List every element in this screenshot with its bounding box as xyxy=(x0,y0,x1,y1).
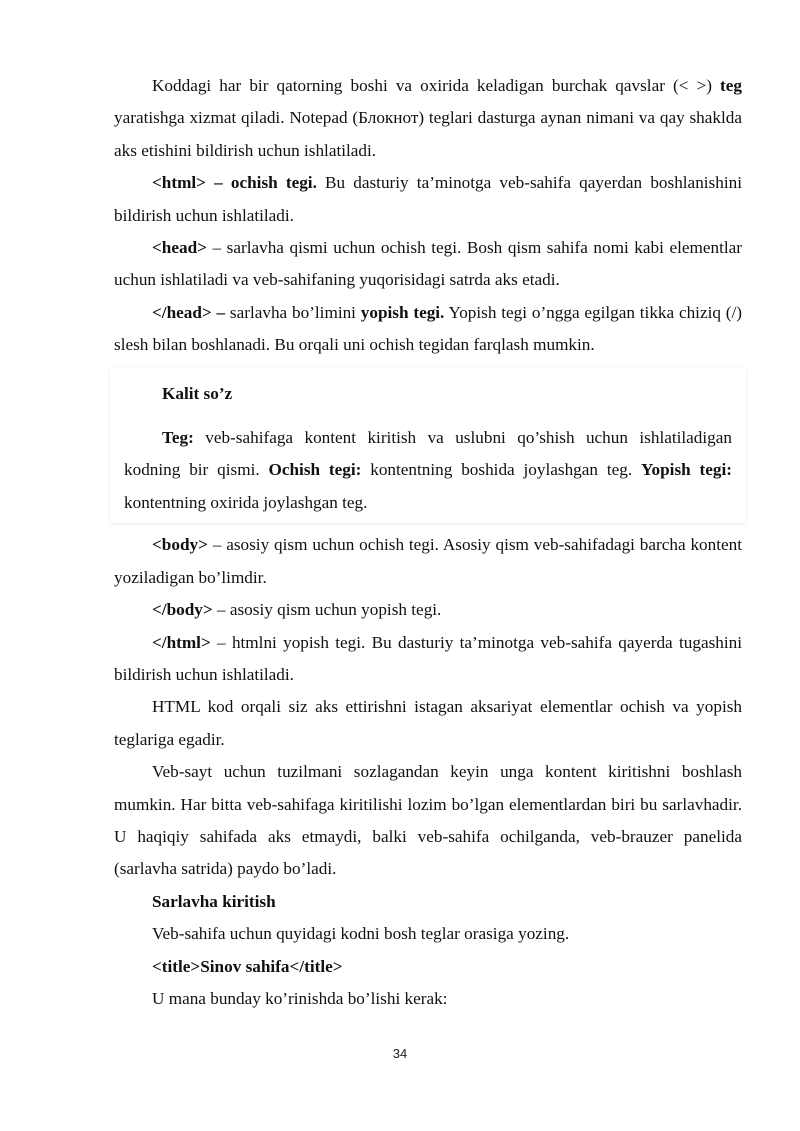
bold-term: teg xyxy=(720,76,742,95)
text: – asosiy qism uchun ochish tegi. Asosiy qism veb-sahifadagi barcha kontent yoziladigan bo’limdir. xyxy=(114,535,742,587)
paragraph-html-close xyxy=(114,627,742,692)
paragraph-head-open xyxy=(114,232,742,297)
text: – htmlni yopish tegi. Bu dasturiy ta’minotga veb-sahifa qayerda tugashini bildirish uchun ishlatiladi. xyxy=(114,632,742,684)
bold-term: <body> xyxy=(152,535,208,555)
text: yaratishga xizmat qiladi. Notepad (Блокнот) teglari dasturga aynan nimani va qay shaklda aks etishini bildirish uchun ishlatiladi. xyxy=(114,108,742,160)
code-example: <title>Sinov sahifa</title> xyxy=(152,956,343,976)
bold-term: </html> xyxy=(152,632,211,652)
paragraph-teg-intro xyxy=(114,70,742,167)
bold-term: yopish tegi. xyxy=(360,302,445,322)
keyword-box-title: Kalit so’z xyxy=(162,383,233,403)
bold-term: Ochish tegi: xyxy=(268,460,362,480)
text: kontentning boshida joylashgan teg. xyxy=(361,460,642,480)
paragraph-html-elements: HTML kod orqali siz aks ettirishni istagan aksariyat elementlar ochish va yopish teglariga egadir. xyxy=(114,697,742,749)
paragraph-result: U mana bunday ko’rinishda bo’lishi kerak: xyxy=(152,988,448,1008)
text: – asosiy qism uchun yopish tegi. xyxy=(212,600,442,620)
bold-term: Yopish tegi: xyxy=(641,460,732,480)
bold-term: <html> – ochish tegi. xyxy=(152,173,317,193)
paragraph-instruction: Veb-sahifa uchun quyidagi kodni bosh teglar orasiga yozing. xyxy=(152,924,570,944)
bold-term: Teg: xyxy=(162,428,194,448)
keyword-box-text xyxy=(124,422,732,519)
paragraph-head-close xyxy=(114,297,742,362)
text: – sarlavha qismi uchun ochish tegi. Bosh qism sahifa nomi kabi elementlar uchun ishlatiladi va veb-sahifaning yuqorisidagi satrda aks etadi. xyxy=(114,238,742,290)
text: Yopish tegi o’ngga egilgan tikka chiziq (/) slesh bilan boshlanadi. Bu orqali uni ochish tegidan farqlash mumkin. xyxy=(114,302,742,355)
text: veb-sahifaga kontent kiritish va uslubni qo’shish uchun ishlatiladigan kodning bir qismi. xyxy=(124,428,732,480)
text: sarlavha bo’limini xyxy=(225,302,361,322)
keyword-box xyxy=(110,368,746,524)
paragraph-title-info: Veb-sayt uchun tuzilmani sozlagandan keyin unga kontent kiritishni boshlash mumkin. Har bitta veb-sahifaga kiritilishi lozim bo’lgan elementlardan biri bu sarlavhadir. U haqiqiy sahifada aks etmaydi, balki veb-sahifa ochilganda, veb-brauzer panelida (sarlavha satrida) paydo bo’ladi. xyxy=(114,762,742,879)
document-page xyxy=(114,70,742,1015)
page-number: 34 xyxy=(392,1046,408,1061)
text: kontentning oxirida joylashgan teg. xyxy=(124,492,368,512)
bold-term: </body> xyxy=(152,600,213,620)
paragraph-body-open xyxy=(114,529,742,594)
paragraph-body-close xyxy=(114,594,742,626)
paragraph-html-open xyxy=(114,167,742,232)
text: Koddagi har bir qatorning boshi va oxirida keladigan burchak qavslar (< >) xyxy=(152,76,721,95)
bold-term: <head> xyxy=(152,238,207,258)
text: Bu dasturiy ta’minotga veb-sahifa qayerdan boshlanishini bildirish uchun ishlatiladi. xyxy=(114,173,742,225)
section-heading: Sarlavha kiritish xyxy=(152,891,276,911)
bold-term: </head> – xyxy=(152,302,226,322)
